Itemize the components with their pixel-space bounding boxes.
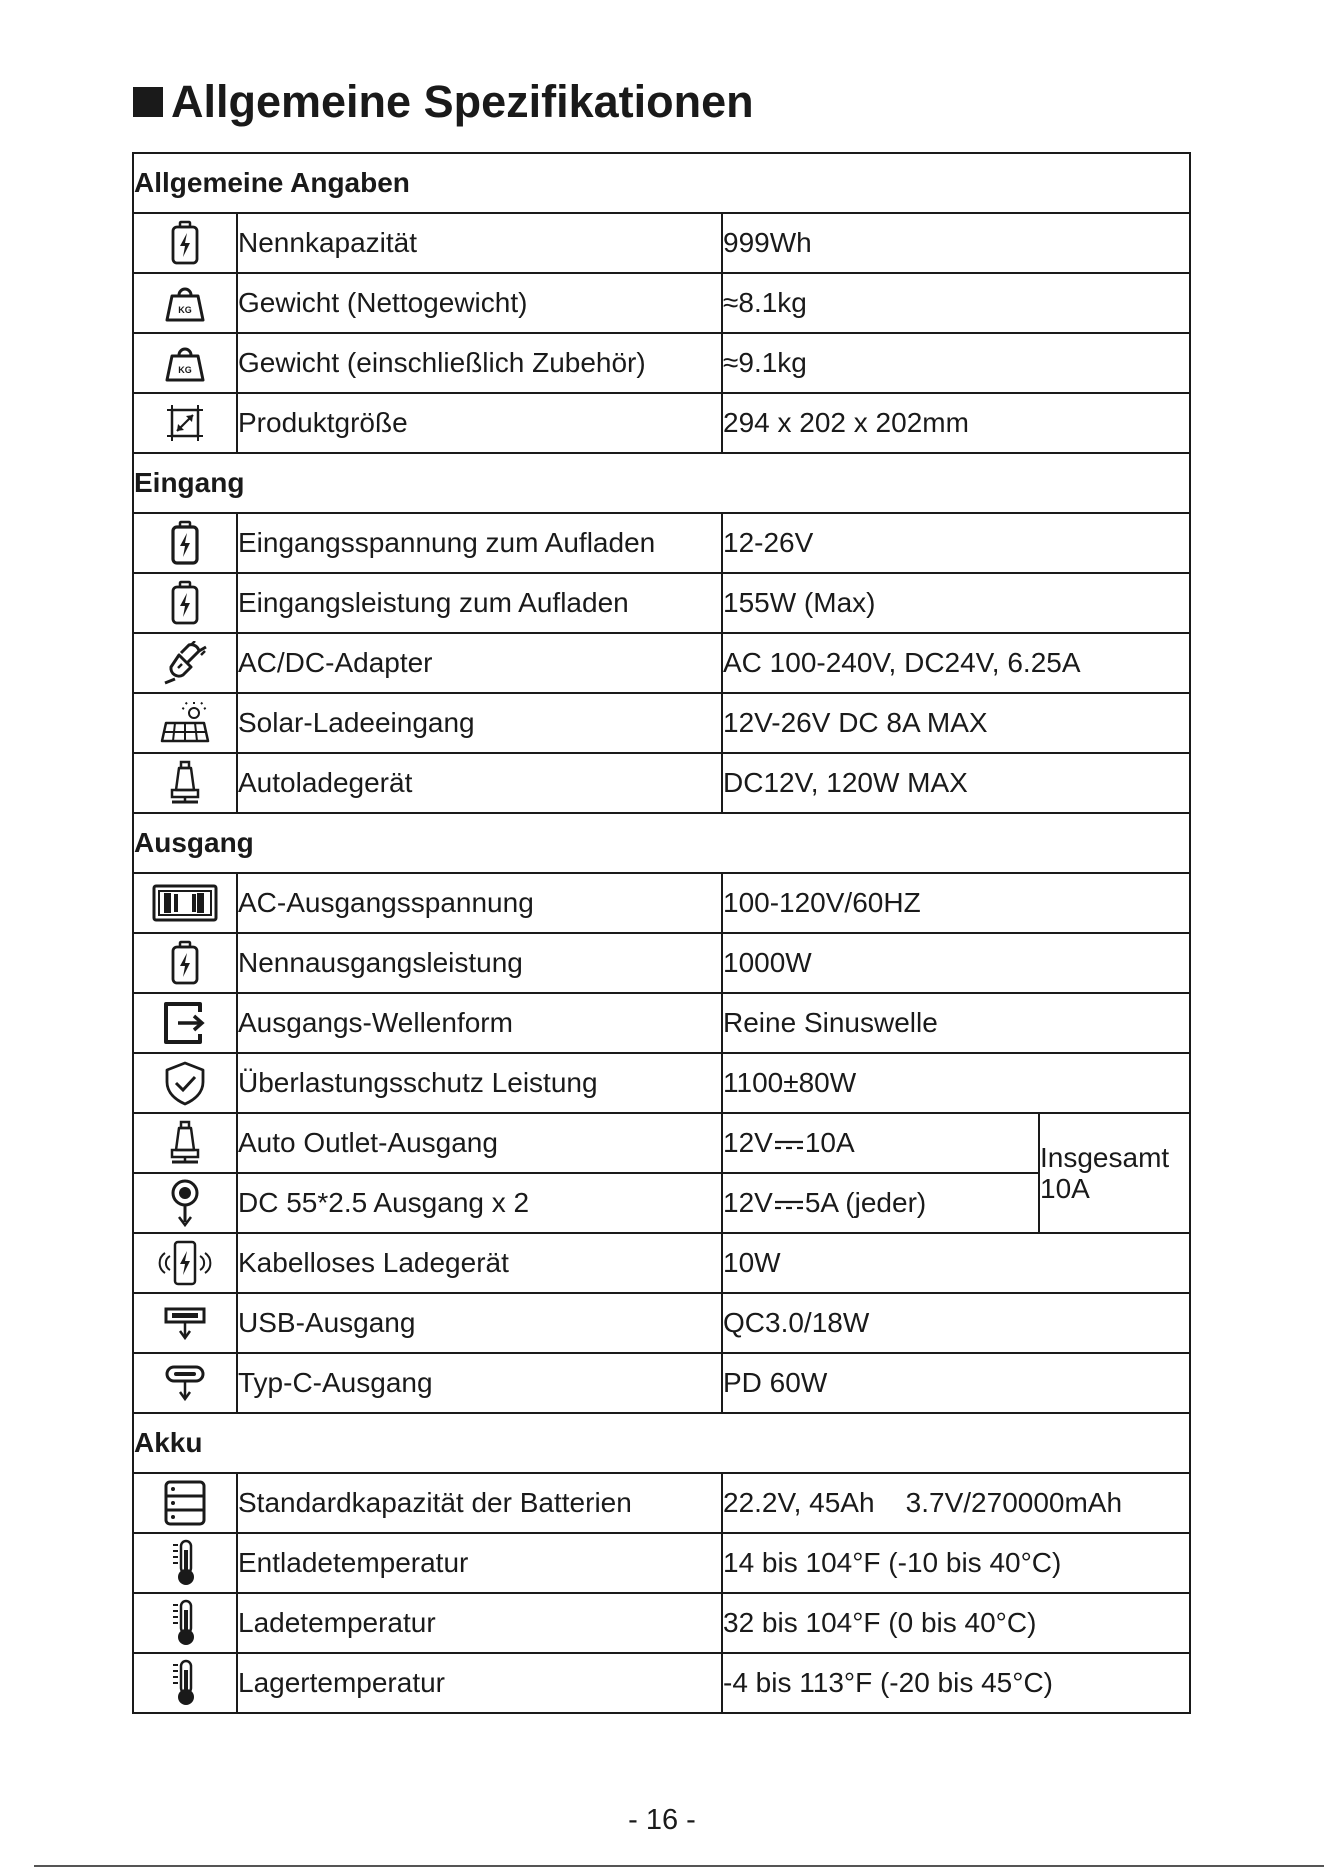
table-row — [133, 393, 1190, 453]
weight-icon — [133, 333, 237, 393]
table-row — [133, 1233, 1190, 1293]
row-value: AC 100-240V, DC24V, 6.25A — [722, 633, 1190, 693]
row-value: 12V-26V DC 8A MAX — [722, 693, 1190, 753]
row-value: ≈9.1kg — [722, 333, 1190, 393]
row-label: Ausgangs-Wellenform — [237, 993, 722, 1053]
row-value: QC3.0/18W — [722, 1293, 1190, 1353]
table-row — [133, 1113, 1190, 1173]
row-label: Solar-Ladeeingang — [237, 693, 722, 753]
bottom-rule — [34, 1865, 1324, 1867]
table-row — [133, 1053, 1190, 1113]
row-label: AC/DC-Adapter — [237, 633, 722, 693]
row-label: Entladetemperatur — [237, 1533, 722, 1593]
table-row — [133, 333, 1190, 393]
ac-outlet-icon — [133, 873, 237, 933]
svg-text:KG: KG — [178, 305, 192, 315]
total-note-line1: Insgesamt — [1040, 1142, 1170, 1173]
table-row — [133, 873, 1190, 933]
car-charger-icon — [133, 1113, 237, 1173]
row-value: 999Wh — [722, 213, 1190, 273]
row-label: Standardkapazität der Batterien — [237, 1473, 722, 1533]
row-label: Autoladegerät — [237, 753, 722, 813]
output-arrow-icon — [133, 993, 237, 1053]
size-icon — [133, 393, 237, 453]
row-label: Auto Outlet-Ausgang — [237, 1113, 722, 1173]
value-prefix: 12V — [723, 1187, 773, 1218]
car-charger-icon — [133, 753, 237, 813]
usb-icon — [133, 1293, 237, 1353]
section-heading-battery: Akku — [133, 1413, 1190, 1473]
battery-icon — [133, 213, 237, 273]
value-suffix: 5A (jeder) — [804, 1187, 927, 1218]
section-heading-general: Allgemeine Angaben — [133, 153, 1190, 213]
row-label: Eingangsspannung zum Aufladen — [237, 513, 722, 573]
row-value: PD 60W — [722, 1353, 1190, 1413]
table-row — [133, 1353, 1190, 1413]
section-row — [133, 813, 1190, 873]
row-label: Nennausgangsleistung — [237, 933, 722, 993]
thermometer-icon — [133, 1593, 237, 1653]
row-label: Lagertemperatur — [237, 1653, 722, 1713]
section-heading-output: Ausgang — [133, 813, 1190, 873]
battery-charge-icon — [133, 513, 237, 573]
table-row — [133, 1533, 1190, 1593]
section-row — [133, 153, 1190, 213]
section-row — [133, 1413, 1190, 1473]
row-value: 1100±80W — [722, 1053, 1190, 1113]
page-number: - 16 - — [628, 1804, 696, 1836]
row-label: Gewicht (einschließlich Zubehör) — [237, 333, 722, 393]
row-label: Ladetemperatur — [237, 1593, 722, 1653]
row-label: Gewicht (Nettogewicht) — [237, 273, 722, 333]
table-row — [133, 633, 1190, 693]
title-square-icon — [133, 87, 163, 117]
section-heading-input: Eingang — [133, 453, 1190, 513]
table-row — [133, 273, 1190, 333]
row-label: USB-Ausgang — [237, 1293, 722, 1353]
table-row — [133, 573, 1190, 633]
dc-symbol-icon — [774, 1199, 804, 1211]
solar-panel-icon — [133, 693, 237, 753]
table-row — [133, 1293, 1190, 1353]
row-label: Typ-C-Ausgang — [237, 1353, 722, 1413]
row-value: 32 bis 104°F (0 bis 40°C) — [722, 1593, 1190, 1653]
row-value: 294 x 202 x 202mm — [722, 393, 1190, 453]
table-row — [133, 753, 1190, 813]
plug-icon — [133, 633, 237, 693]
row-value — [722, 1113, 1039, 1173]
row-value: DC12V, 120W MAX — [722, 753, 1190, 813]
thermometer-icon — [133, 1533, 237, 1593]
row-value — [722, 1173, 1039, 1233]
row-label: Eingangsleistung zum Aufladen — [237, 573, 722, 633]
spec-table — [132, 152, 1191, 1714]
dc-symbol-icon — [774, 1139, 804, 1151]
table-row — [133, 993, 1190, 1053]
row-label: Überlastungsschutz Leistung — [237, 1053, 722, 1113]
row-value: -4 bis 113°F (-20 bis 45°C) — [722, 1653, 1190, 1713]
total-note-line2: 10A — [1040, 1173, 1090, 1204]
table-row — [133, 1473, 1190, 1533]
table-row — [133, 513, 1190, 573]
row-value: 10W — [722, 1233, 1190, 1293]
section-row — [133, 453, 1190, 513]
value-prefix: 12V — [723, 1127, 773, 1158]
table-row — [133, 1593, 1190, 1653]
dc-port-icon — [133, 1173, 237, 1233]
row-label: Nennkapazität — [237, 213, 722, 273]
row-label: Produktgröße — [237, 393, 722, 453]
table-row — [133, 933, 1190, 993]
row-label: AC-Ausgangsspannung — [237, 873, 722, 933]
total-note — [1039, 1113, 1190, 1233]
row-value: 155W (Max) — [722, 573, 1190, 633]
table-row — [133, 213, 1190, 273]
table-row — [133, 1653, 1190, 1713]
row-value: Reine Sinuswelle — [722, 993, 1190, 1053]
svg-text:KG: KG — [178, 365, 192, 375]
page-title — [133, 74, 754, 130]
row-value: ≈8.1kg — [722, 273, 1190, 333]
battery-icon — [133, 933, 237, 993]
row-value: 22.2V, 45Ah 3.7V/270000mAh — [722, 1473, 1190, 1533]
table-row — [133, 693, 1190, 753]
row-value: 1000W — [722, 933, 1190, 993]
page-title-text: Allgemeine Spezifikationen — [171, 76, 754, 127]
thermometer-icon — [133, 1653, 237, 1713]
row-value: 12-26V — [722, 513, 1190, 573]
wireless-charger-icon — [133, 1233, 237, 1293]
value-suffix: 10A — [804, 1127, 855, 1158]
row-label: DC 55*2.5 Ausgang x 2 — [237, 1173, 722, 1233]
battery-stack-icon — [133, 1473, 237, 1533]
row-value: 14 bis 104°F (-10 bis 40°C) — [722, 1533, 1190, 1593]
weight-icon — [133, 273, 237, 333]
row-value: 100-120V/60HZ — [722, 873, 1190, 933]
row-label: Kabelloses Ladegerät — [237, 1233, 722, 1293]
usb-c-icon — [133, 1353, 237, 1413]
table-row — [133, 1173, 1190, 1233]
shield-check-icon — [133, 1053, 237, 1113]
battery-icon — [133, 573, 237, 633]
